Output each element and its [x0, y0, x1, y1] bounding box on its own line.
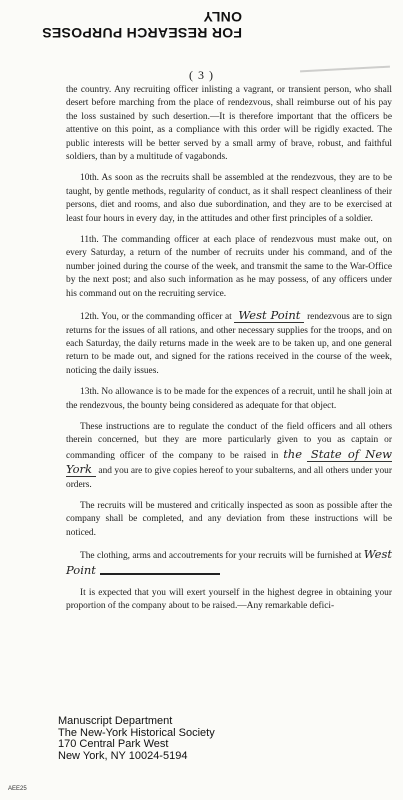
page-number: ( 3 )	[189, 68, 214, 82]
paragraph-13: 13th. No allowance is to be made for the expences of a recruit, until he shall join at the rendezvous, the bounty being considered as adequate for that object.	[66, 387, 392, 411]
handwritten-location: West Point	[234, 308, 304, 323]
handwritten-clothing-location: West Point	[66, 547, 392, 577]
footer-line-4: New York, NY 10024-5194	[58, 749, 188, 762]
research-stamp	[16, 4, 242, 46]
footer-line-3: 170 Central Park West	[58, 738, 169, 750]
paragraph-10: 10th. As soon as the recruits shall be assembled at the rendezvous, they are to be taught, by gentle methods, regularity of conduct, as it shall respect cleanliness of their persons, diet and rooms, and also due subordination, and they are to be exercised at least four hours in every day, in the attitudes and other first principles of a soldier.	[66, 173, 392, 224]
archive-attribution	[58, 716, 215, 762]
paragraph-expected: It is expected that you will exert yourself in the highest degree in obtaining your proportion of the company about to be raised.—Any remarkable defici-	[66, 588, 392, 612]
paragraph-12-lead: 12th. You, or the commanding officer at	[80, 312, 232, 323]
paragraph-instructions	[66, 421, 392, 492]
footer-line-2: The New-York Historical Society	[58, 726, 215, 739]
instructions-lead: These instructions are to regulate the conduct of the field officers and all others therein concerned, but they are more particularly given to you as captain or commanding officer of the company to be raised in	[66, 421, 392, 461]
paragraph-clothing	[66, 548, 392, 579]
paragraph-11: 11th. The commanding officer at each place of rendezvous must make out, on every Saturday, a return of the number of recruits under his command, and of the number joined during the course of the week, and transmit the same to the War-Office by the next post; and also such information as he may possess, of any officers under his command out on the recruiting service.	[66, 235, 392, 299]
handwritten-the: the	[283, 446, 303, 461]
footer-line-1: Manuscript Department	[58, 715, 173, 727]
paragraph-continuation: the country. Any recruiting officer inlisting a vagrant, or transient person, who shall desert before marching from the place of rendezvous, shall reimburse out of his pay the loss sustained by such desertion.—It is therefore important that the officers be attentive on this point, as a compliance with this order will be rigidly exacted. The public interests will be better served by a small army of brave, robust, and faithful soldiers, than by a multitude of vagabonds.	[66, 85, 392, 163]
paragraph-muster: The recruits will be mustered and critically inspected as soon as possible after the company shall be completed, and any deviation from these instructions will be noticed.	[66, 500, 392, 538]
reference-code: AEE25	[8, 786, 27, 792]
handwritten-state: State of New York	[66, 446, 392, 477]
handwritten-fill-line	[100, 568, 220, 575]
instructions-rest: and you are to give copies hereof to your subalterns, and all others under your orders.	[66, 466, 392, 490]
paragraph-12	[66, 309, 392, 378]
stamp-text: FOR RESEARCH PURPOSES ONLY	[42, 9, 242, 41]
clothing-lead: The clothing, arms and accoutrements for your recruits will be furnished at	[80, 551, 362, 562]
document-body	[66, 84, 392, 622]
paragraph-12-rest: rendezvous are to sign returns for the issues of all rations, and other necessary supplies for the troops, and on each Saturday, the daily returns made in the week are to be taken up, and one general return to be made out, and signed for the rations received in the course of the week, noticing the daily issues.	[66, 312, 392, 376]
